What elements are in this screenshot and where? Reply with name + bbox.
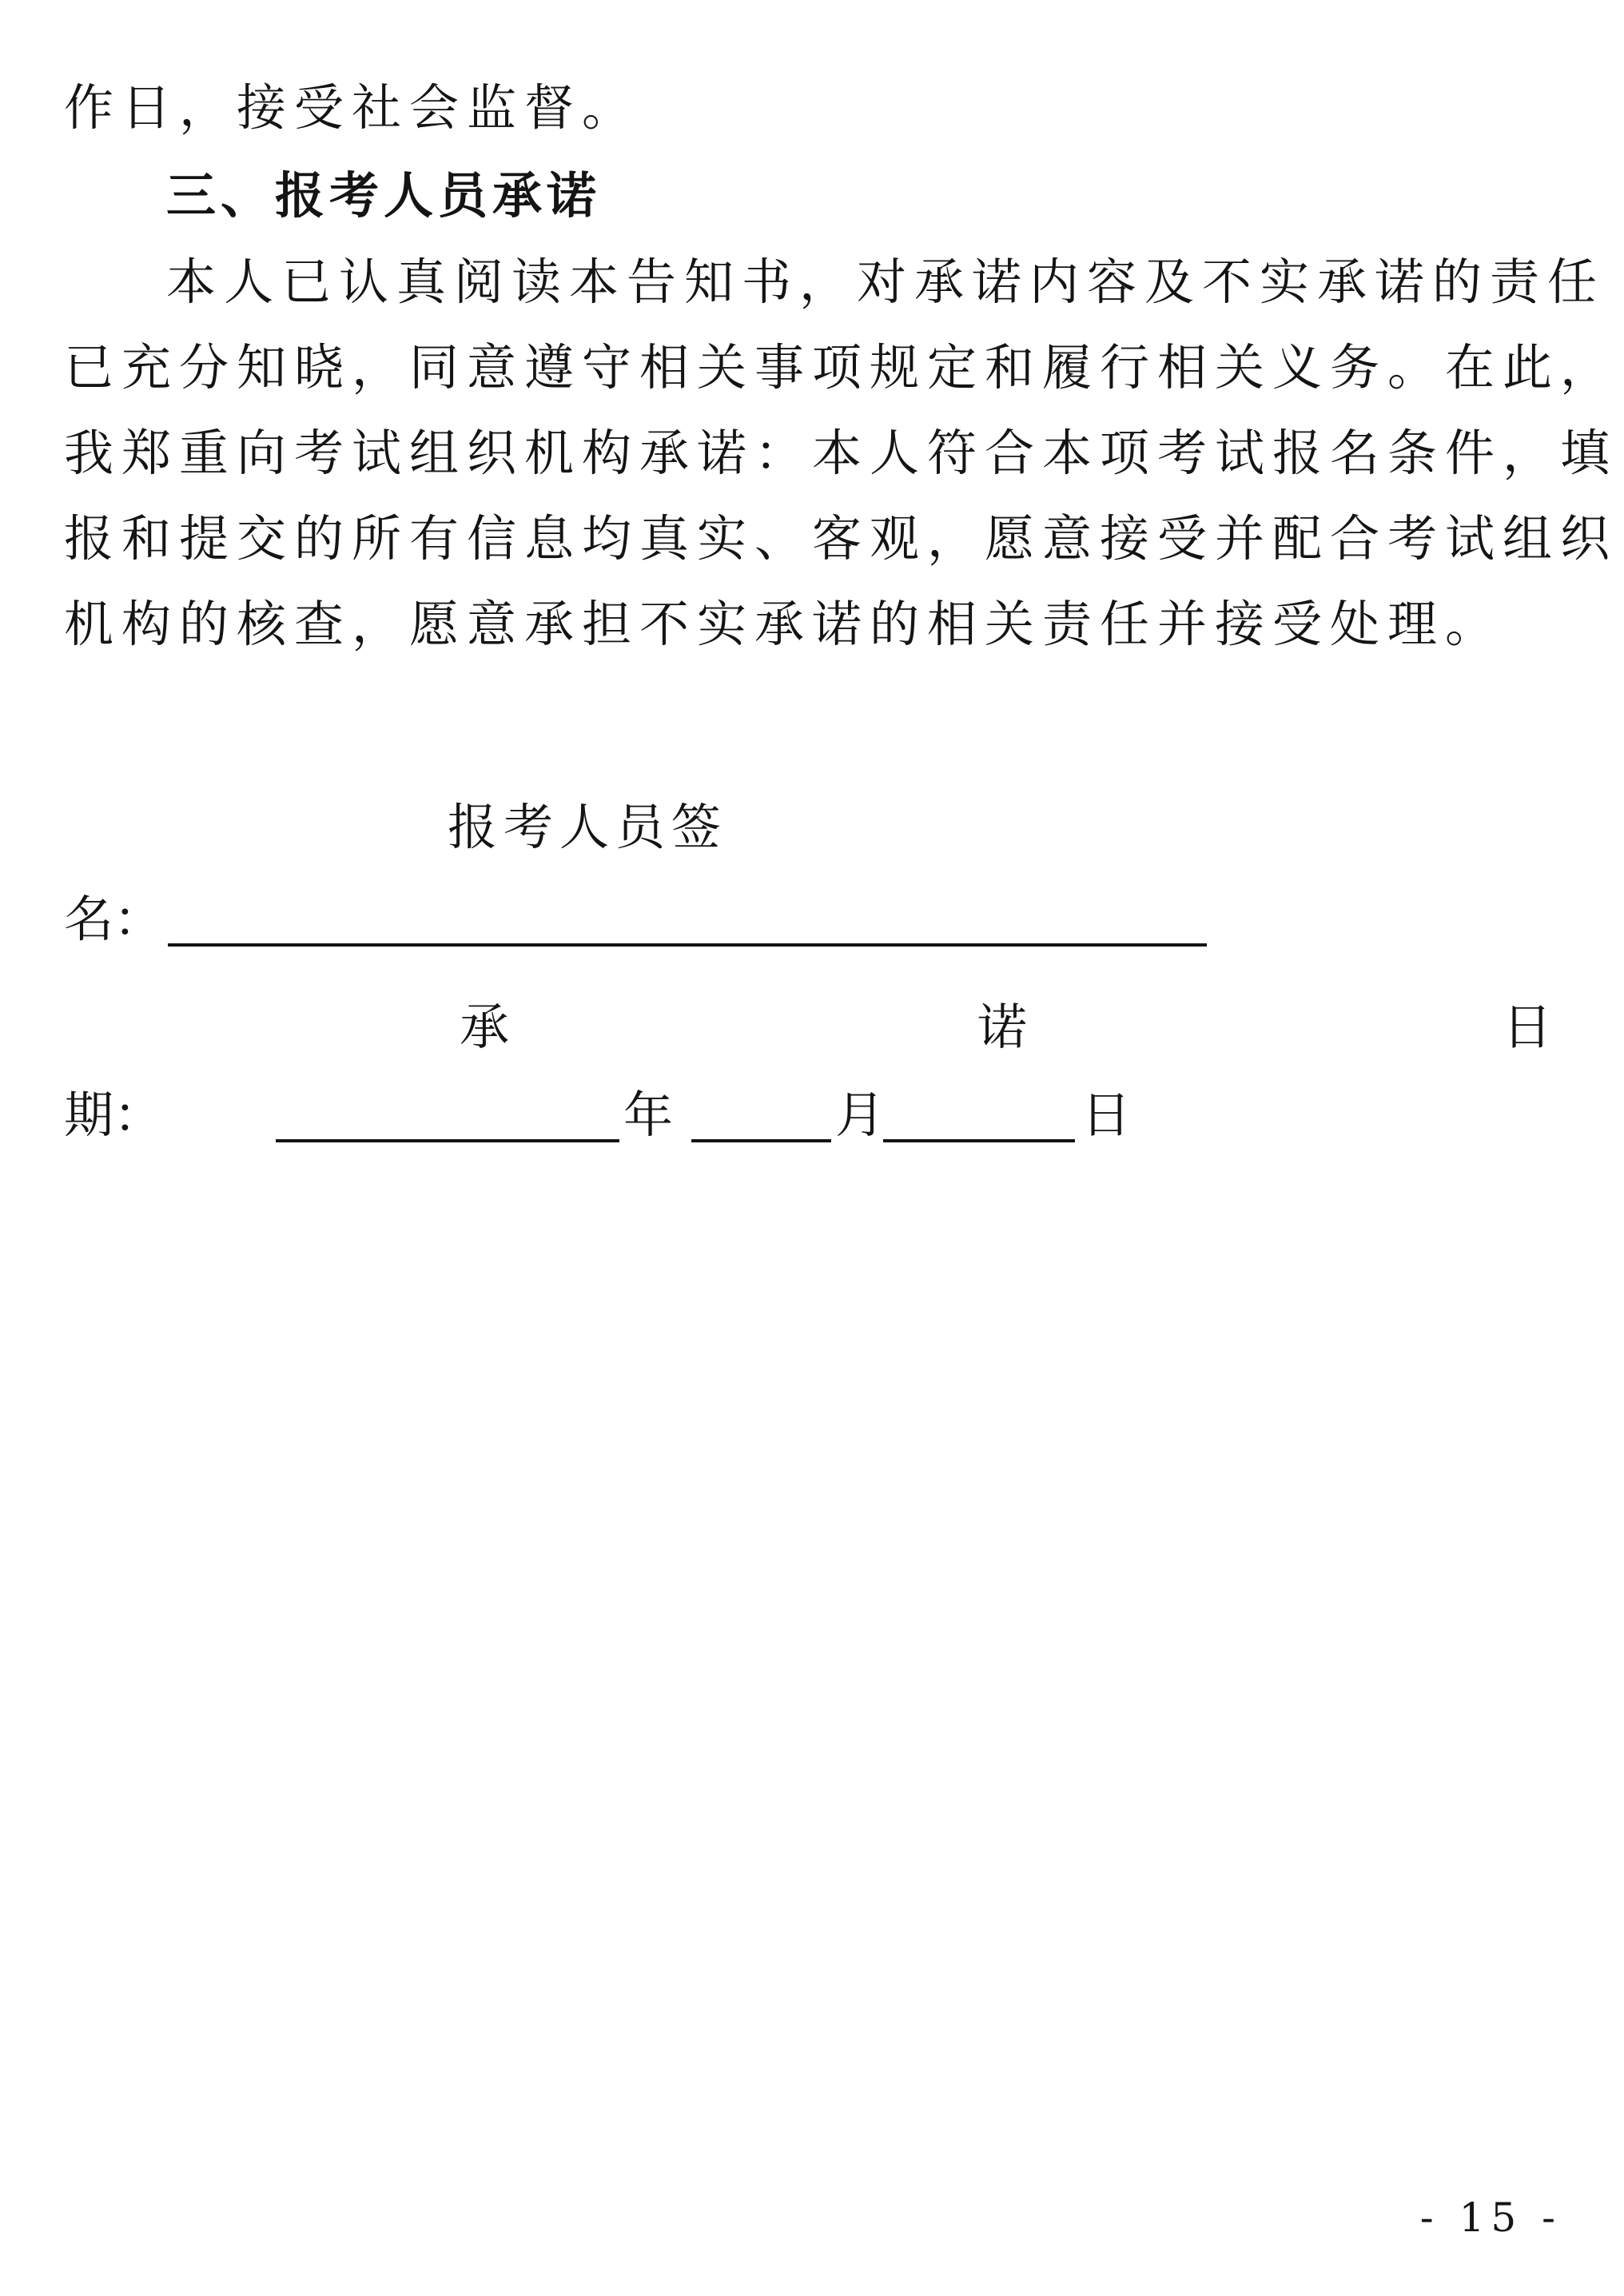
paragraph-line-5: 报和提交的所有信息均真实、客观，愿意接受并配合考试组织 [64,509,1618,568]
month-label: 月 [835,1086,886,1144]
signature-line[interactable] [168,943,1207,947]
date-label-char-2: 诺 [977,998,1028,1056]
day-label: 日 [1081,1086,1132,1144]
year-blank-line[interactable] [276,1139,619,1142]
paragraph-line-3: 已充分知晓，同意遵守相关事项规定和履行相关义务。在此， [64,338,1618,397]
date-label-continued: 期： [64,1086,164,1144]
paragraph-line-6: 机构的核查，愿意承担不实承诺的相关责任并接受处理。 [64,595,1503,653]
signature-label: 报考人员签 [448,798,728,856]
date-label-char-1: 承 [460,998,510,1056]
year-label: 年 [623,1086,674,1144]
day-blank-line[interactable] [883,1139,1075,1142]
page-number: - 15 - [1419,2194,1562,2241]
paragraph-line-1: 作日，接受社会监督。 [64,78,640,137]
date-label-char-3: 日 [1503,998,1553,1056]
paragraph-line-2: 本人已认真阅读本告知书，对承诺内容及不实承诺的责任 [166,253,1606,311]
paragraph-line-4: 我郑重向考试组织机构承诺：本人符合本项考试报名条件，填 [64,424,1618,482]
signature-label-continued: 名： [64,890,164,948]
month-blank-line[interactable] [691,1139,831,1142]
section-heading: 三、报考人员承诺 [166,166,602,225]
